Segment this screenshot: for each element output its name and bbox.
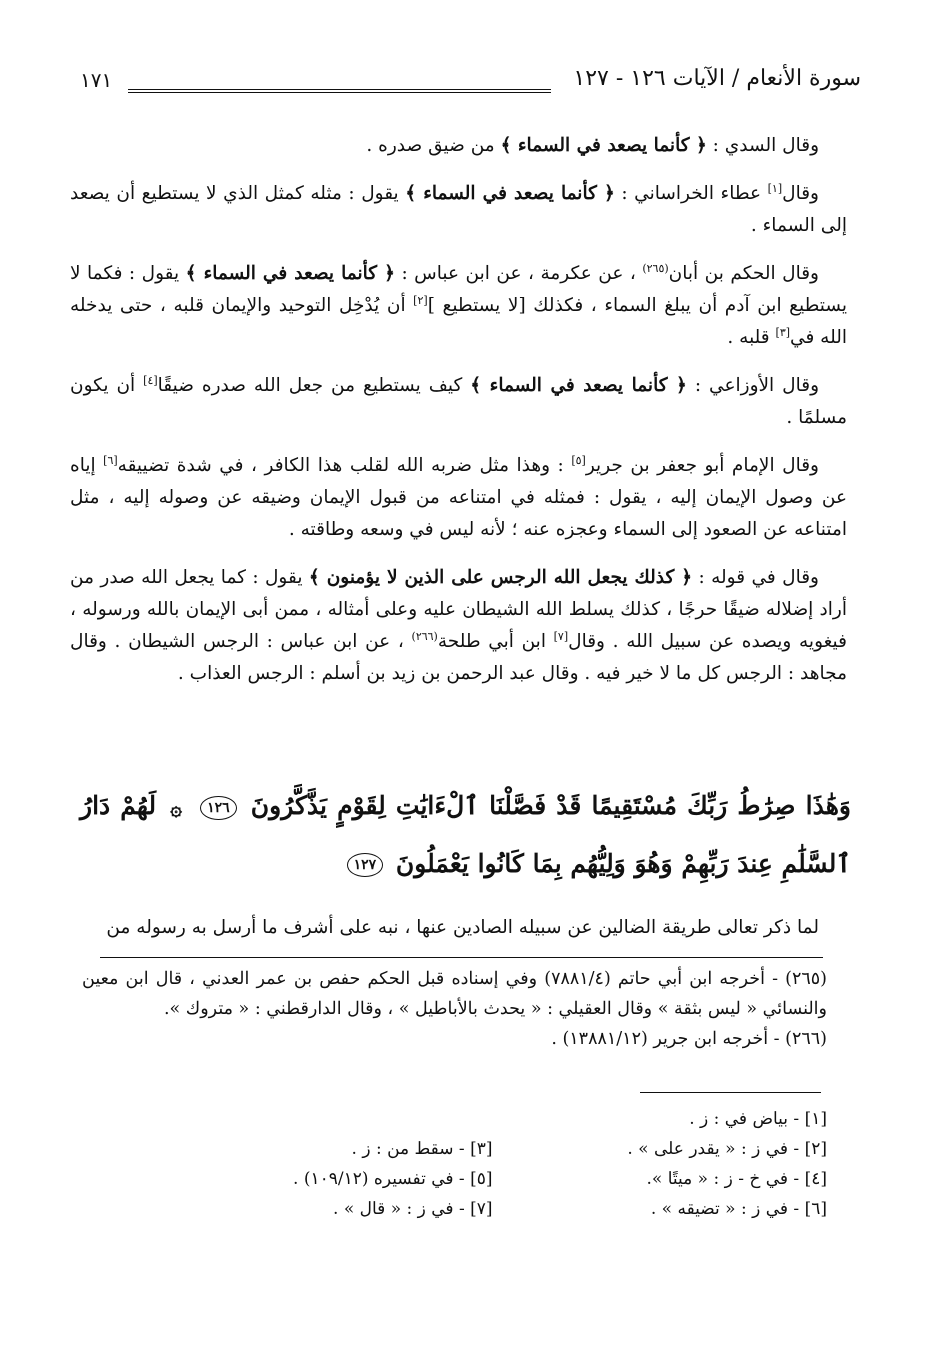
footnote-divider [100,957,823,958]
commentary-continuation: لما ذكر تعالى طريقة الضالين عن سبيله الصادين عنها ، نبه على أشرف ما أرسل به رسوله من [106,917,819,938]
footnote-265: (٢٦٥) - أخرجه ابن أبي حاتم (٧٨٨١/٤) وفي إسناده قبل الحكم حفص بن عمر العدني ، قال ابن معين والنسائي « ليس بثقة » وقال العقيلي : « يحدث بالأباطيل » ، وقال الدارقطني : « متروك ». [82,969,827,1019]
paragraph-suddi [70,130,847,162]
page-header [60,62,861,102]
paragraph-rijs [70,562,847,690]
running-title: سورة الأنعام / الآيات ١٢٦ - ١٢٧ [573,66,861,91]
verse-text: لَهُمْ دَارُ ٱلسَّلَٰمِ عِندَ رَبِّهِمْ وَهُوَ وَلِيُّهُم بِمَا كَانُوا يَعْمَلُونَ [80,791,851,878]
text: وقال السدي : [706,135,819,156]
variant-note: [٣] - سقط من : ز . [351,1139,493,1159]
text: وقال الحكم بن أبان [668,263,819,284]
variant-note: [٦] - في ز : « تضيقه » . [650,1199,827,1219]
footnote-ref: (٢٦٥) [642,261,669,275]
text: قلبه . [727,327,776,348]
text: يقول : كما يجعل الله صدر من أراد إضلاله ضيقًا حرجًا ، كذلك يسلط الله الشيطان عليه وعلى أمثاله ، ممن أبى الإيمان بالله ورسوله ، فيغويه ويصده عن سبيل الله . وقال [70,567,847,652]
quran-quote: ﴿ كذلك يجعل الله الرجس على الذين لا يؤمنون ﴾ [308,567,693,588]
footnote-ref: [٣] [775,325,791,339]
paragraph-hakam [70,258,847,354]
quran-quote: ﴿ كأنما يصعد في السماء ﴾ [500,135,707,156]
footnote-ref: [٧] [553,629,569,643]
ayah-number-marker: ١٢٧ [347,853,384,877]
text: كيف يستطيع من جعل الله صدره ضيقًا [157,375,471,396]
variant-footnotes [178,1104,827,1224]
header-rule [128,89,551,93]
text: يقول : مثله كمثل الذي لا يستطيع أن يصعد إلى السماء . [70,183,847,236]
paragraph-ata [70,178,847,242]
text: أن يُدْخِل التوحيد والإيمان قلبه ، حتى يدخله الله في [70,295,847,348]
quran-quote: ﴿ كأنما يصعد في السماء ﴾ [185,263,395,284]
quran-verse [80,778,851,892]
text: من ضيق صدره . [366,135,501,156]
text: وقال [782,183,819,204]
text: إياه عن وصول الإيمان إليه ، يقول : فمثله في امتناعه من قبول الإيمان وضيقه عن وصوله إليه ، مثل امتناعه عن الصعود إلى السماء وعجزه عنه ؛ لأنه ليس في وسعه وطاقته . [70,455,847,540]
text: يقول : فكما لا يستطيع ابن آدم أن يبلغ السماء ، فكذلك [لا يستطيع ] [70,263,847,316]
text: ، عن عكرمة ، عن ابن عباس : [394,263,643,284]
footnote-ref: [١] [767,181,783,195]
variant-note: [٢] - في ز : « يقدر على » . [627,1139,827,1159]
footnote-ref: [٢] [413,293,428,307]
variant-note: [١] - بياض في : ز . [689,1109,827,1129]
commentary-body [70,130,847,690]
hadith-footnotes [82,964,827,1054]
text: وقال الإمام أبو جعفر بن جرير [585,455,819,476]
footnote-ref: [٤] [143,373,158,387]
text: ابن أبي طلحة [437,631,554,652]
footnote-ref: [٥] [571,453,586,467]
text: : وهذا مثل ضربه الله لقلب هذا الكافر ، في شدة تضييقه [117,455,572,476]
quran-quote: ﴿ كأنما يصعد في السماء ﴾ [470,375,687,396]
variant-note: [٤] - في خ - ز : « ميتًا ». [646,1169,827,1189]
star-icon: ۞ [170,795,182,820]
footnote-266: (٢٦٦) - أخرجه ابن جرير (١٣٨٨١/١٢) . [551,1029,827,1049]
paragraph-awzai [70,370,847,434]
quran-quote: ﴿ كأنما يصعد في السماء ﴾ [405,183,615,204]
text: وقال في قوله : [692,567,819,588]
text: عطاء الخراساني : [614,183,768,204]
variant-note: [٥] - في تفسيره (١٠٩/١٢) . [293,1169,493,1189]
footnote-ref: (٢٦٦) [411,629,438,643]
variant-note [178,1104,493,1134]
paragraph-ibn-jarir [70,450,847,546]
footnote-ref: [٦] [103,453,118,467]
page-number: ١٧١ [80,68,113,92]
text: ، عن ابن عباس : الرجس الشيطان . وقال مجاهد : الرجس كل ما لا خير فيه . وقال عبد الرحمن بن زيد بن أسلم : الرجس العذاب . [70,631,847,684]
variant-note: [٧] - في ز : « قال » . [333,1199,493,1219]
ayah-number-marker: ١٢٦ [200,796,237,820]
verse-text: وَهَٰذَا صِرَٰطُ رَبِّكَ مُسْتَقِيمًا قَدْ فَصَّلْنَا ٱلْءَايَٰتِ لِقَوْمٍ يَذَّكَّرُونَ [250,791,851,820]
text: أن يكون مسلمًا . [70,375,847,428]
text: وقال الأوزاعي : [686,375,820,396]
variant-notes-divider [640,1092,821,1093]
